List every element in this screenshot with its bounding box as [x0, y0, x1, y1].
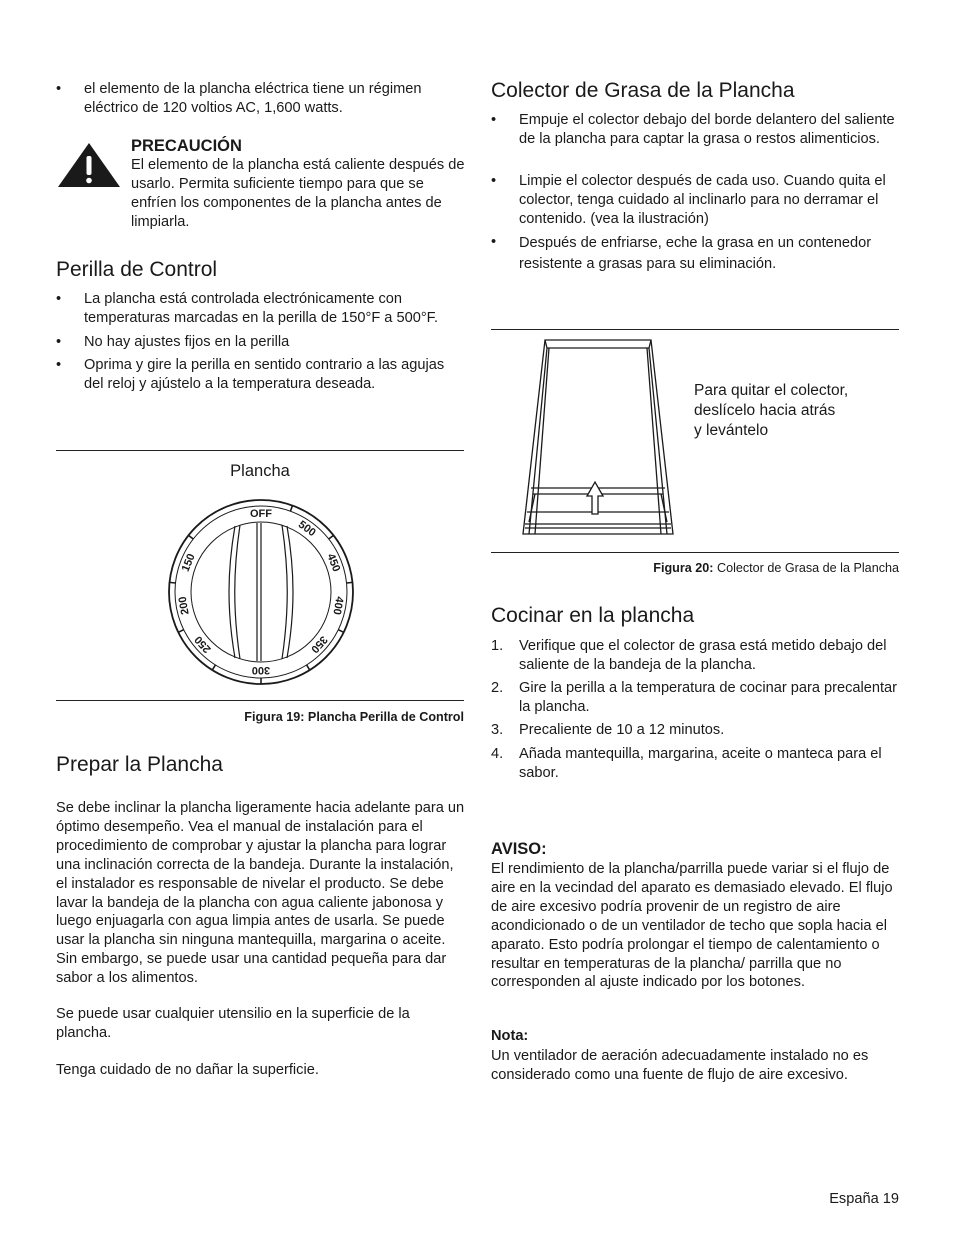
dial-label-off: OFF: [250, 508, 272, 520]
dial-label-150: 150: [179, 552, 198, 574]
dial-label-400: 400: [330, 595, 346, 616]
dial-label-300: 300: [251, 664, 271, 676]
cooking-step: 1. Verifique que el colector de grasa está metido debajo del saliente de la bandeja de la plancha.: [491, 638, 887, 673]
grease-bullet: • Empuje el colector debajo del borde delantero del saliente de la plancha para captar la grasa o restos alimenticios.: [491, 112, 895, 147]
dial-label-250: 250: [192, 633, 214, 656]
cooking-step: 3. Precaliente de 10 a 12 minutos.: [491, 722, 725, 738]
grease-collector-illustration: [519, 336, 681, 538]
note-title: Nota:: [491, 1028, 529, 1044]
figure19-label: Plancha: [230, 462, 290, 480]
cooking-heading: Cocinar en la plancha: [491, 604, 695, 627]
caution-block: [131, 136, 466, 232]
dial-label-350: 350: [308, 633, 330, 656]
dial-label-200: 200: [176, 595, 192, 616]
intro-bullet: • el elemento de la plancha eléctrica tiene un régimen eléctrico de 120 voltios AC, 1,600 watts.: [56, 81, 422, 116]
note-text: Un ventilador de aeración adecuadamente instalado no es considerado como una fuente de flujo de aire excesivo.: [491, 1048, 869, 1083]
cooking-step: 2. Gire la perilla a la temperatura de cocinar para precalentar la plancha.: [491, 680, 898, 715]
grease-heading: Colector de Grasa de la Plancha: [491, 79, 795, 102]
figure20-top-rule: [491, 329, 899, 330]
figure20-note: Para quitar el colector, deslícelo hacia atrás y levántelo: [694, 382, 849, 439]
control-bullet: • La plancha está controlada electrónicamente con temperaturas marcadas en la perilla de 150°F a 500°F.: [56, 291, 439, 326]
figure19-caption: Figura 19: Plancha Perilla de Control: [244, 710, 464, 724]
cooking-step: 4. Añada mantequilla, margarina, aceite o manteca para el sabor.: [491, 746, 882, 781]
caution-text: El elemento de la plancha está caliente después de usarlo. Permita suficiente tiempo para que se enfríen los componentes de la plancha antes de limpiarla.: [131, 157, 465, 230]
figure19-bottom-rule: [56, 700, 464, 701]
prepare-paragraph: Tenga cuidado de no dañar la superficie.: [56, 1062, 319, 1078]
notice-title: AVISO:: [491, 840, 547, 858]
prepare-heading: Prepar la Plancha: [56, 753, 223, 776]
figure20-caption: Figura 20: Colector de Grasa de la Plancha: [653, 561, 899, 575]
control-knob-illustration: [166, 496, 356, 688]
grease-bullet: • Después de enfriarse, eche la grasa en un contenedor resistente a grasas para su eliminación.: [491, 234, 872, 272]
dial-label-500: 500: [295, 518, 318, 540]
control-bullet: • Oprima y gire la perilla en sentido contrario a las agujas del reloj y ajústelo a la temperatura deseada.: [56, 357, 445, 392]
control-bullet: • No hay ajustes fijos en la perilla: [56, 334, 290, 350]
grease-bullet: • Limpie el colector después de cada uso. Cuando quita el colector, tenga cuidado al inclinarlo para no derramar el contenido. (vea la ilustración): [491, 173, 886, 227]
warning-triangle-icon: [56, 141, 122, 189]
figure20-bottom-rule: [491, 552, 899, 553]
control-heading: Perilla de Control: [56, 258, 218, 281]
prepare-paragraph: Se debe inclinar la plancha ligeramente hacia adelante para un óptimo desempeño. Vea el manual de instalación para el procedimiento de comprobar y ajustar la plancha para lograr una inclinación correcta de la bandeja. Durante la instalación, el instalador es responsable de nivelar el producto. Se debe lavar la bandeja de la plancha con agua caliente jabonosa y luego enjuagarla con agua limpia antes de usarla. Se puede usar la plancha sin ninguna mantequilla, margarina o aceite. Sin embargo, se puede usar una cantidad pequeña para dar sabor a los alimentos.: [56, 800, 465, 987]
figure19-top-rule: [56, 450, 464, 451]
notice-text: El rendimiento de la plancha/parrilla puede variar si el flujo de aire en la vecindad del aparato es demasiado elevado. El flujo de aire excesivo podría provenir de un registro de aire acondicionado o de un ventilador de techo que sopla hacia el aparato. Esto podría prolongar el tiempo de calentamiento o resultar en temperaturas de la plancha/ parrilla que no corresponden al ajuste indicado por los botones.: [491, 861, 893, 991]
prepare-paragraph: Se puede usar cualquier utensilio en la superficie de la plancha.: [56, 1006, 410, 1041]
caution-title: PRECAUCIÓN: [131, 137, 242, 155]
page-number: España 19: [829, 1191, 899, 1207]
dial-label-450: 450: [324, 552, 343, 574]
